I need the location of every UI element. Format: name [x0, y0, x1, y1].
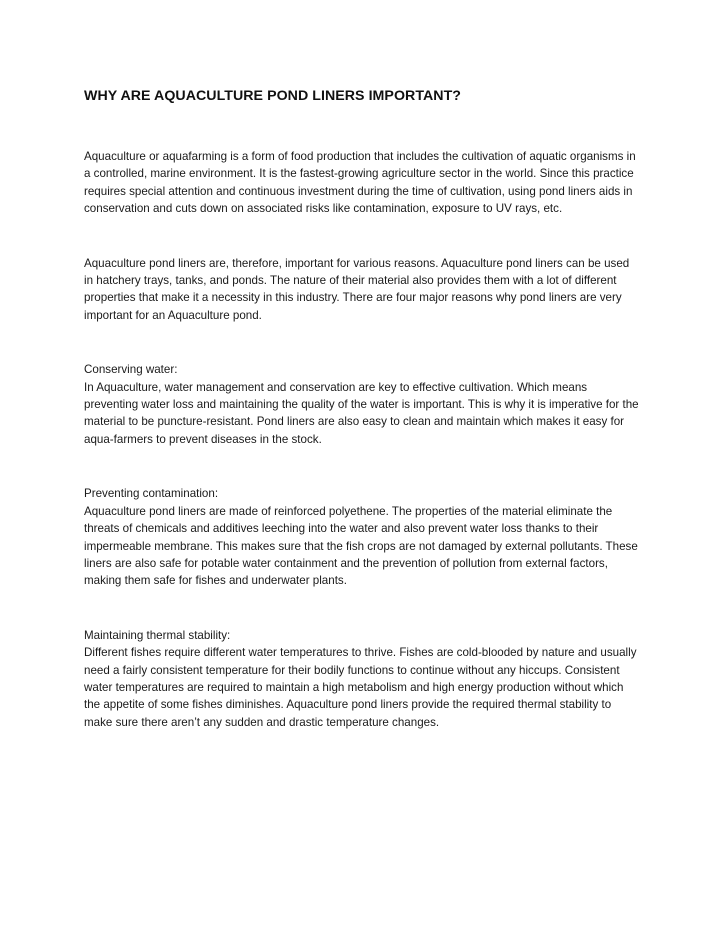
intro-paragraph-2: Aquaculture pond liners are, therefore, important for various reasons. Aquaculture pond liners can be used in hatchery trays, tanks, and ponds. The nature of their material also provides them with a lot of different properties that make it a necessity in this industry. There are four major reasons why pond liners are very important for an Aquaculture pond. — [84, 256, 630, 322]
section-body-conserving-water: In Aquaculture, water management and conservation are key to effective cultivation. Which means preventing water loss and maintaining the quality of the water is important. This is why it is imperative for the material to be puncture-resistant. Pond liners are also easy to clean and maintain which makes it easy for aqua-farmers to prevent diseases in the stock. — [84, 380, 639, 446]
section-heading-preventing-contamination: Preventing contamination: — [84, 487, 219, 501]
document-body — [84, 86, 640, 731]
section-body-preventing-contamination: Aquaculture pond liners are made of reinforced polyethene. The properties of the material eliminate the threats of chemicals and additives leeching into the water and also prevent water loss thanks to their impermeable membrane. This makes sure that the fish crops are not damaged by external pollutants. These liners are also safe for potable water containment and the prevention of pollution from external factors, making them safe for fishes and underwater plants. — [84, 504, 638, 588]
section-heading-conserving-water: Conserving water: — [84, 363, 178, 377]
section-heading-thermal-stability: Maintaining thermal stability: — [84, 628, 231, 642]
document-title: WHY ARE AQUACULTURE POND LINERS IMPORTANT? — [84, 88, 462, 104]
section-body-thermal-stability: Different fishes require different water temperatures to thrive. Fishes are cold-blooded by nature and usually need a fairly consistent temperature for their bodily functions to continue without any hiccups. Consistent water temperatures are required to maintain a high metabolism and high energy production without which the appetite of some fishes diminishes. Aquaculture pond liners provide the required thermal stability to make sure there aren’t any sudden and drastic temperature changes. — [84, 646, 637, 729]
intro-paragraph-1: Aquaculture or aquafarming is a form of food production that includes the cultivation of aquatic organisms in a controlled, marine environment. It is the fastest-growing agriculture sector in the world. Since this practice requires special attention and continuous investment during the time of cultivation, using pond liners aids in conservation and cuts down on associated risks like contamination, exposure to UV rays, etc. — [84, 150, 636, 216]
